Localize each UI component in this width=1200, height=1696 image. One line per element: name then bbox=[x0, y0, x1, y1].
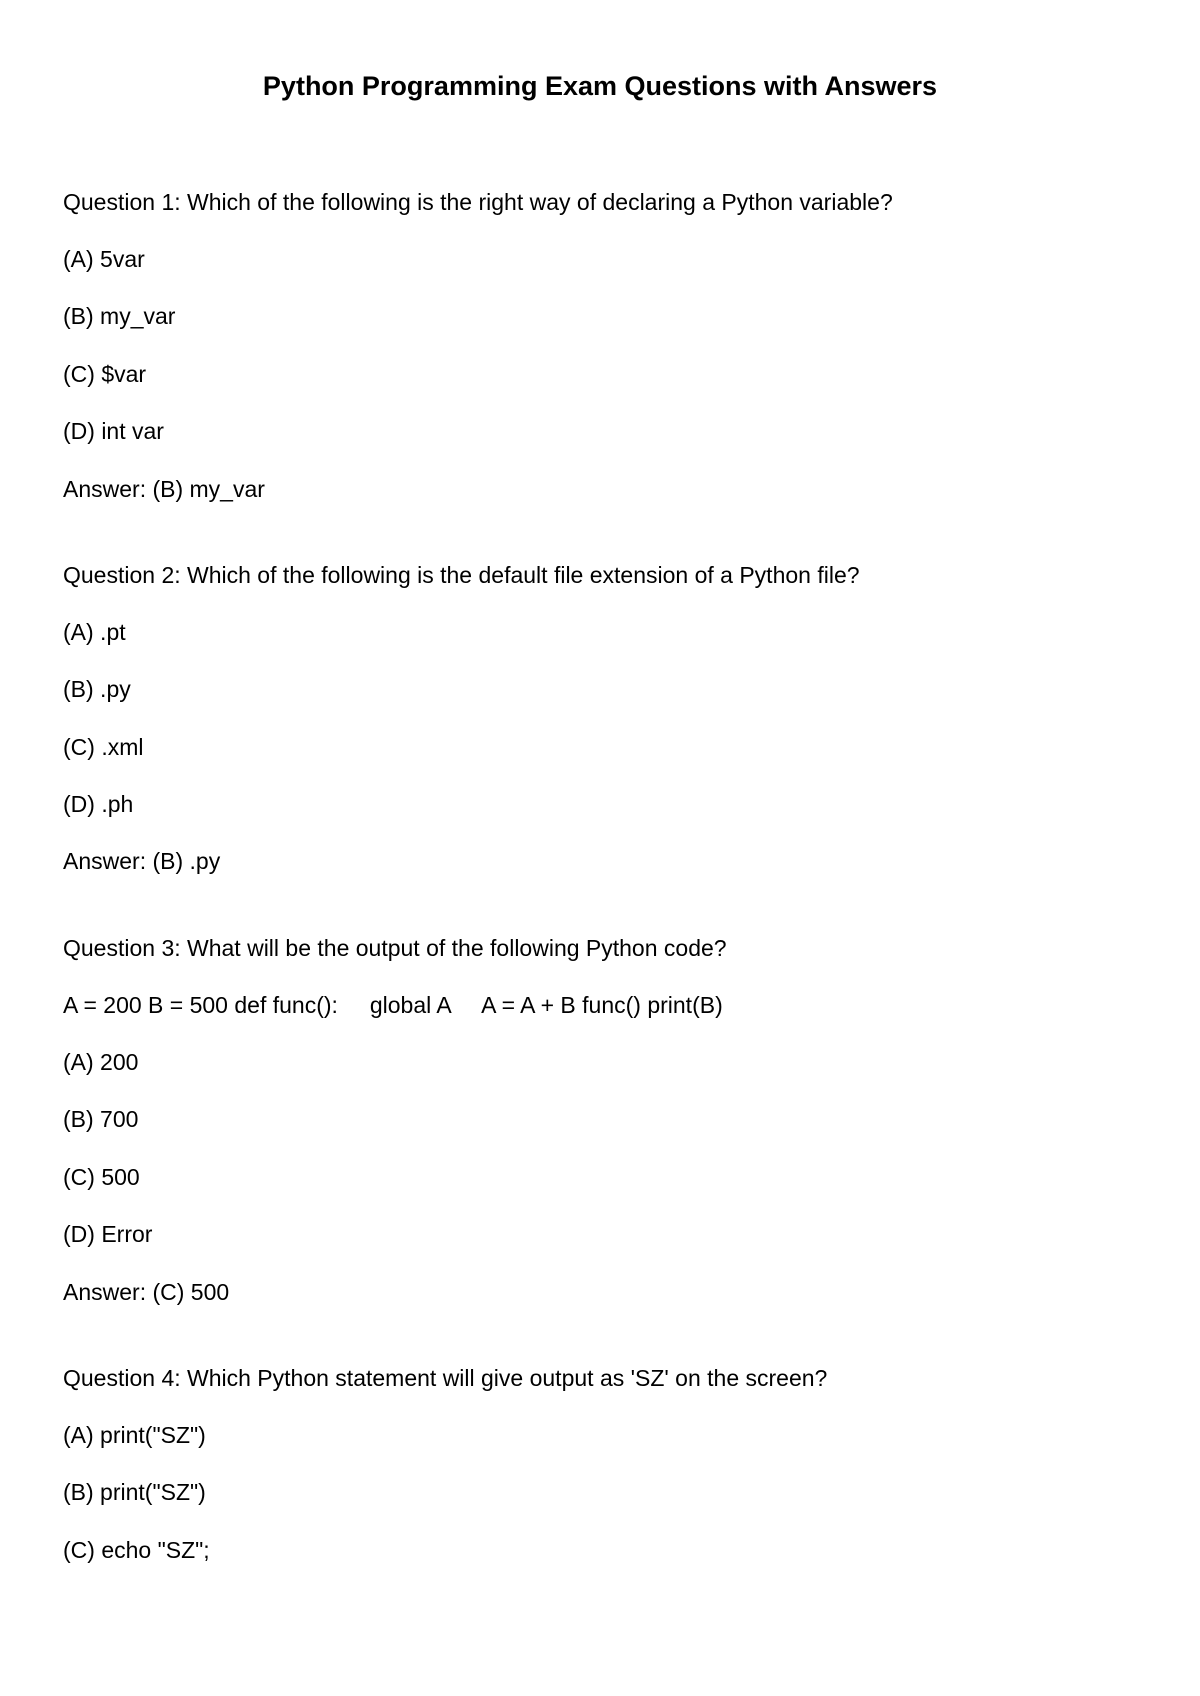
question-3-option-c: (C) 500 bbox=[63, 1164, 140, 1190]
question-3-code: A = 200 B = 500 def func(): global A A = A + B func() print(B) bbox=[63, 992, 723, 1018]
question-1-option-d: (D) int var bbox=[63, 418, 164, 444]
question-2-option-d: (D) .ph bbox=[63, 791, 134, 817]
question-1-answer: Answer: (B) my_var bbox=[63, 476, 265, 502]
question-2-prompt: Question 2: Which of the following is the default file extension of a Python file? bbox=[63, 562, 860, 588]
question-2-answer: Answer: (B) .py bbox=[63, 848, 221, 874]
question-3-answer: Answer: (C) 500 bbox=[63, 1279, 230, 1305]
question-4-option-c: (C) echo "SZ"; bbox=[63, 1537, 210, 1563]
question-4-option-b: (B) print("SZ") bbox=[63, 1479, 206, 1505]
question-3-option-d: (D) Error bbox=[63, 1221, 153, 1247]
question-2-option-a: (A) .pt bbox=[63, 619, 126, 645]
question-1-option-c: (C) $var bbox=[63, 361, 147, 387]
question-2-option-c: (C) .xml bbox=[63, 734, 144, 760]
question-4-option-a: (A) print("SZ") bbox=[63, 1422, 206, 1448]
question-1-prompt: Question 1: Which of the following is the right way of declaring a Python variable? bbox=[63, 189, 893, 215]
question-2-option-b: (B) .py bbox=[63, 676, 131, 702]
question-3-option-a: (A) 200 bbox=[63, 1049, 139, 1075]
question-4-prompt: Question 4: Which Python statement will give output as 'SZ' on the screen? bbox=[63, 1365, 828, 1391]
document-title: Python Programming Exam Questions with Answers bbox=[262, 71, 938, 101]
question-1-option-b: (B) my_var bbox=[63, 303, 176, 329]
question-1-option-a: (A) 5var bbox=[63, 246, 145, 272]
question-3-option-b: (B) 700 bbox=[63, 1106, 139, 1132]
question-3-prompt: Question 3: What will be the output of the following Python code? bbox=[63, 935, 727, 961]
